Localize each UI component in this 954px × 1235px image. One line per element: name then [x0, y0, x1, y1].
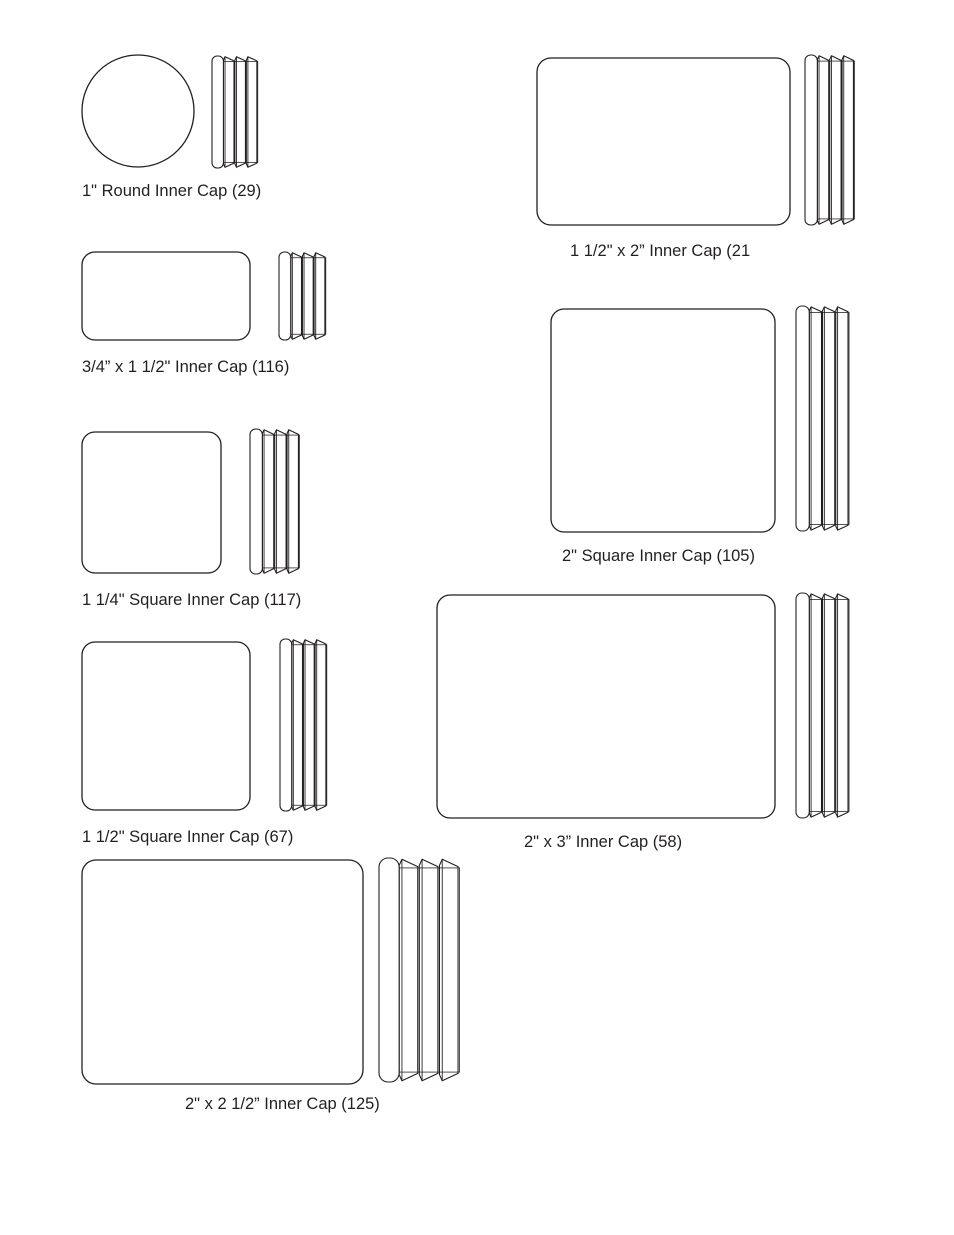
cap-profile-rect-0-75x1-5: [279, 252, 326, 340]
cap-face-rect-1-5x2: [537, 58, 790, 225]
cap-profile-square-1-5: [280, 639, 327, 811]
cap-face-rect-2x3: [437, 595, 775, 818]
cap-head: [379, 858, 399, 1082]
cap-head: [796, 593, 809, 818]
cap-label-square-1-5: 1 1/2" Square Inner Cap (67): [82, 828, 294, 846]
cap-head: [280, 639, 292, 811]
cap-profile-square-2: [796, 306, 849, 531]
cap-label-rect-2x3: 2" x 3” Inner Cap (58): [524, 833, 683, 851]
cap-profile-square-1-25: [250, 429, 299, 574]
cap-head: [250, 429, 262, 574]
cap-face-square-2: [551, 309, 775, 532]
cap-profile-rect-1-5x2: [805, 55, 854, 225]
cap-face-rect-0-75x1-5: [82, 252, 250, 340]
cap-face-round-1: [82, 55, 194, 167]
cap-face-rect-2x2-5: [82, 860, 363, 1084]
cap-head: [212, 56, 223, 168]
cap-label-square-2: 2" Square Inner Cap (105): [562, 547, 755, 565]
cap-label-rect-1-5x2: 1 1/2" x 2” Inner Cap (21: [570, 242, 751, 260]
cap-face-square-1-25: [82, 432, 221, 573]
cap-label-rect-2x2-5: 2" x 2 1/2” Inner Cap (125): [185, 1095, 380, 1113]
cap-profile-rect-2x3: [796, 593, 849, 818]
cap-profile-rect-2x2-5: [379, 858, 460, 1082]
cap-face-square-1-5: [82, 642, 250, 810]
cap-label-round-1: 1" Round Inner Cap (29): [82, 182, 262, 200]
cap-head: [805, 55, 817, 225]
cap-head: [279, 252, 291, 340]
cap-head: [796, 306, 809, 531]
cap-label-rect-0-75x1-5: 3/4” x 1 1/2" Inner Cap (116): [82, 358, 290, 376]
cap-label-square-1-25: 1 1/4" Square Inner Cap (117): [82, 591, 302, 609]
cap-profile-round-1: [212, 56, 258, 168]
